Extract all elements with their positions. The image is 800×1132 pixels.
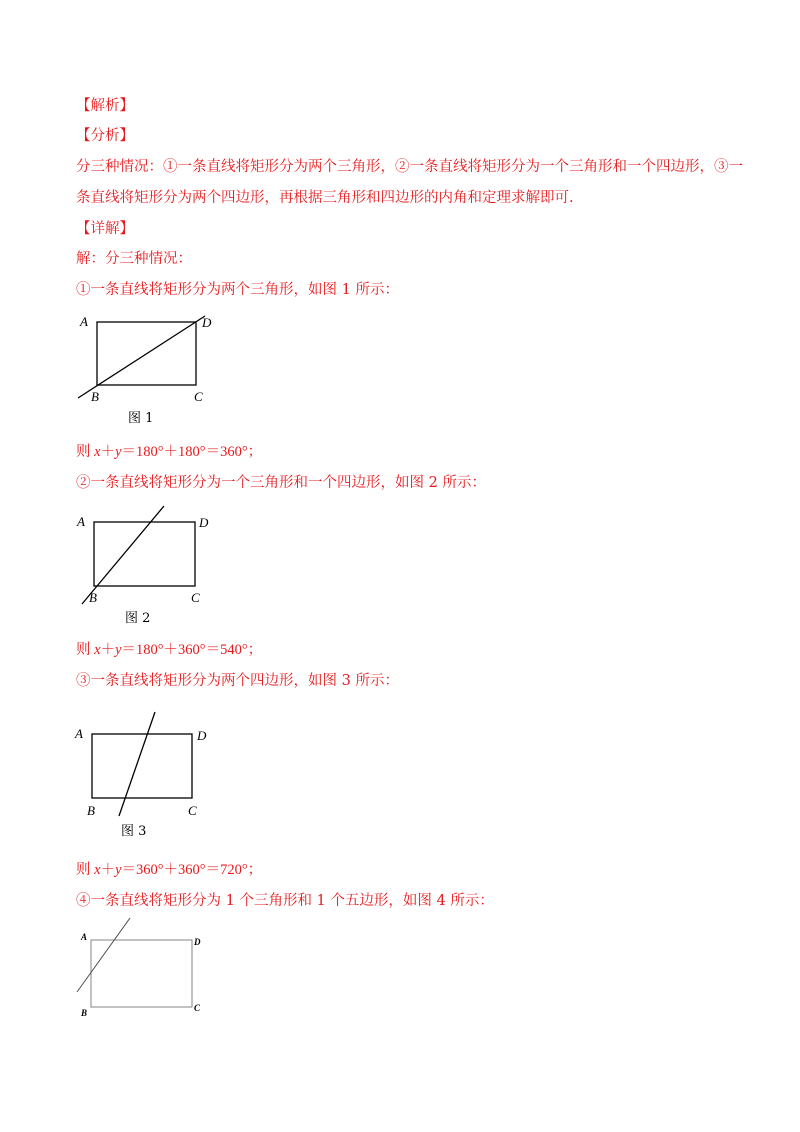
fig4-label-b: B <box>81 1008 88 1018</box>
fig2-label-d: D <box>199 515 209 530</box>
case-2-text: ②一条直线将矩形分为一个三角形和一个四边形，如图 2 所示： <box>76 475 486 491</box>
equation-1: 则 x＋y＝180°＋180°＝360°； <box>76 444 263 460</box>
section-jiexi: 【解析】 <box>76 98 134 114</box>
equation-2: 则 x＋y＝180°＋360°＝540°； <box>76 642 263 658</box>
fig2-label-a: A <box>77 514 85 529</box>
fig2-label-b: B <box>89 590 97 605</box>
figure-1 <box>70 310 250 430</box>
case-1-text: ①一条直线将矩形分为两个三角形，如图 1 所示： <box>76 282 399 298</box>
analysis-line-2: 条直线将矩形分为两个四边形，再根据三角形和四边形的内角和定理求解即可. <box>76 190 574 206</box>
case-4-text: ④一条直线将矩形分为 1 个三角形和 1 个五边形，如图 4 所示： <box>76 893 494 909</box>
fig2-label-c: C <box>191 590 200 605</box>
section-fenxi: 【分析】 <box>76 128 134 144</box>
case-3-text: ③一条直线将矩形分为两个四边形，如图 3 所示： <box>76 673 399 689</box>
equation-3: 则 x＋y＝360°＋360°＝720°； <box>76 862 263 878</box>
fig2-caption: 图 2 <box>125 611 151 626</box>
figure-2 <box>70 506 250 626</box>
fig3-label-a: A <box>75 726 83 741</box>
fig1-label-d: D <box>202 315 212 330</box>
fig3-label-d: D <box>197 728 207 743</box>
fig1-label-a: A <box>80 314 88 329</box>
figure-3 <box>70 709 250 839</box>
figure-4 <box>70 918 250 1028</box>
fig3-caption: 图 3 <box>121 824 147 839</box>
fig3-label-c: C <box>188 803 197 818</box>
analysis-line-1: 分三种情况：①一条直线将矩形分为两个三角形，②一条直线将矩形分为一个三角形和一个四边形，③一 <box>76 159 743 175</box>
fig1-label-b: B <box>91 389 99 404</box>
fig1-label-c: C <box>194 389 203 404</box>
fig4-label-c: C <box>194 1003 201 1013</box>
fig4-label-a: A <box>81 932 88 942</box>
fig4-label-d: D <box>194 937 201 947</box>
section-xiangjie: 【详解】 <box>76 221 134 237</box>
solution-intro: 解：分三种情况： <box>76 251 192 267</box>
fig3-label-b: B <box>87 803 95 818</box>
fig1-caption: 图 1 <box>128 411 154 426</box>
